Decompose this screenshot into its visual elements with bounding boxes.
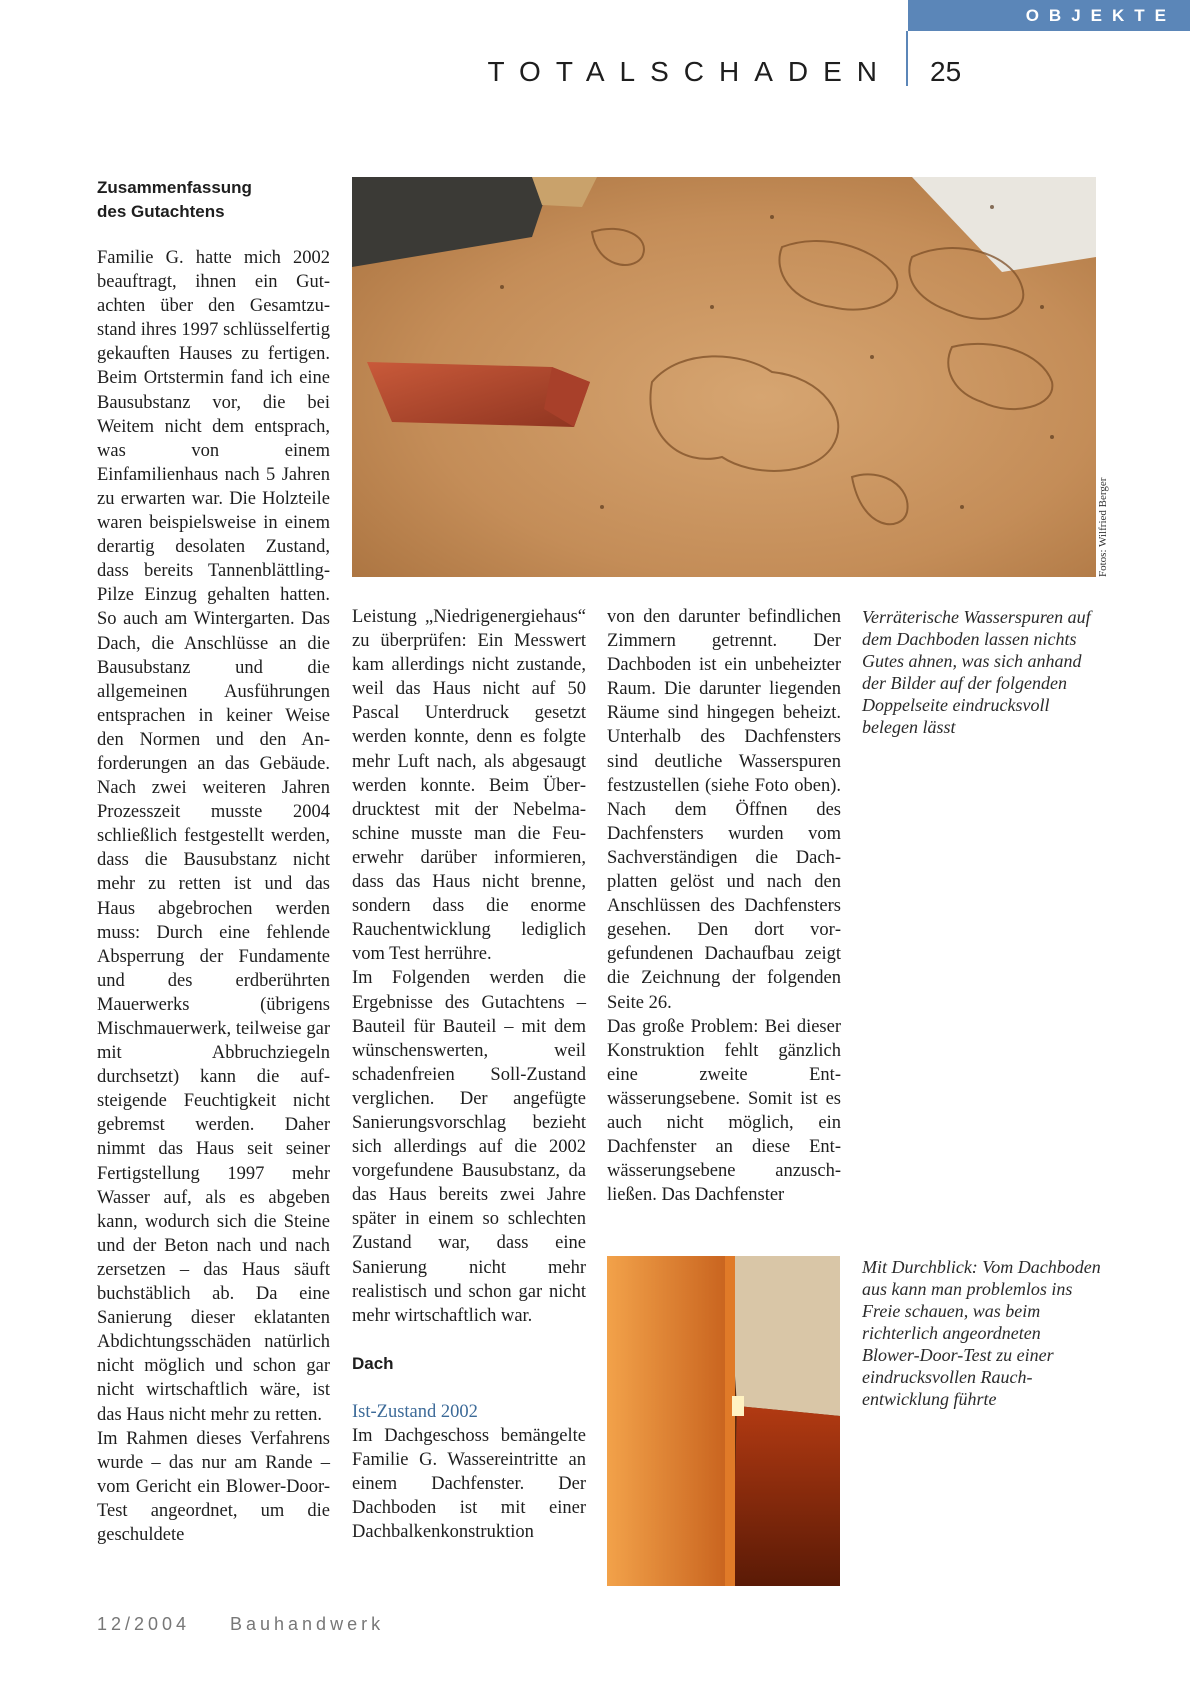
header-divider bbox=[906, 31, 908, 86]
subheading-dach: Dach bbox=[352, 1353, 394, 1373]
paragraph: Im Rahmen dieses Verfahrens wurde – das nur am Rande – vom Gericht ein Blower-Door-Test angeordnet, um die geschuldete bbox=[97, 1428, 330, 1545]
photo-water-stains bbox=[352, 177, 1096, 577]
photo-credit: Fotos: Wilfried Berger bbox=[1097, 477, 1109, 577]
page-number: 25 bbox=[930, 56, 962, 87]
text-column-2 bbox=[352, 605, 586, 1544]
paragraph: Familie G. hatte mich 2002 beauftragt, ihnen ein Gutachten über den Gesamtzustand ihres 1997 schlüsselfertig gekauften Hauses zu fertigen. Beim Ortstermin fand ich eine Bausubstanz vor, die bei Weitem nicht dem entsprach, was von einem Einfamilienhaus nach 5 Jahren zu erwarten war. Die Holzteile waren beispielsweise in einem derartig desolaten Zustand, dass bereits Tannenblättling-Pilze Einzug gehalten hatten. So auch am Wintergarten. Das Dach, die Anschlüsse an die Bausubstanz und die allgemeinen Ausführungen entsprachen in keiner Weise den Normen und den Anforderungen an das Gebäude. Nach zwei weiteren Jahren Prozesszeit musste 2004 schließlich festgestellt werden, dass die Bausubstanz nicht mehr zu retten ist und das Haus abgebrochen werden muss: Durch eine fehlende Absperrung der Fundamente und des erdberührten Mauerwerks (übrigens Mischmauerwerk, teilweise gar mit Abbruchziegeln durchsetzt) kann die aufsteigende Feuchtigkeit nicht gebremst werden. Daher nimmt das Haus seit seiner Fertigstellung 1997 mehr Wasser auf, als es abgeben kann, wodurch sich die Steine und der Beton nach und nach zersetzen – das Haus säuft buchstäblich ab. Da eine Sanierung dieser eklatanten Abdichtungsschäden natürlich nicht möglich und schon gar nicht wirtschaftlich wäre, ist das Haus nicht mehr zu retten. bbox=[97, 248, 330, 1425]
footer-magazine: Bauhandwerk bbox=[230, 1614, 385, 1634]
text-column-1 bbox=[97, 246, 330, 1547]
article-heading: Zusammenfassung des Gutachtens bbox=[97, 178, 252, 221]
photo-caption-main: Verräterische Wasserspuren auf dem Dachboden lassen nichts Gutes ahnen, was sich anhand der Bilder auf der folgenden Doppelseite eindrucksvoll belegen lässt bbox=[862, 607, 1091, 737]
section-title: TOTALSCHADEN bbox=[487, 56, 892, 87]
photo-caption-small: Mit Durchblick: Vom Dachboden aus kann man problemlos ins Freie schauen, was beim richterlich angeordneten Blower-Door-Test zu einer eindrucksvollen Rauchentwicklung führte bbox=[862, 1257, 1101, 1409]
paragraph: Leistung „Niedrigenergiehaus“ zu überprüfen: Ein Messwert kam allerdings nicht zustande, weil das Haus nicht auf 50 Pascal Unterdruck gesetzt werden konnte, denn es folgte mehr Luft nach, als abgesaugt werden konnte. Beim Überdrucktest mit der Nebelmaschine musste man die Feuerwehr darüber informieren, dass das Haus nicht brenne, sondern dass die enorme Rauchentwicklung lediglich vom Test herrühre. bbox=[352, 607, 586, 965]
text-column-3 bbox=[607, 605, 841, 1207]
footer-issue: 12/2004 bbox=[97, 1614, 191, 1634]
paragraph: Im Folgenden werden die Ergebnisse des Gutachtens – Bauteil für Bauteil – mit dem wünschenswerten, weil schadenfreien Soll-Zustand verglichen. Der angefügte Sanierungsvorschlag bezieht sich allerdings auf die 2002 vorgefundene Bausubstanz, da das Haus bereits zwei Jahre später in einem so schlechten Zustand war, dass eine Sanierung nicht mehr realistisch und schon gar nicht mehr wirtschaftlich war. bbox=[352, 968, 586, 1326]
paragraph: von den darunter befindlichen Zimmern getrennt. Der Dachboden ist ein unbeheizter Raum. Die darunter liegenden Räume sind hingegen beheizt. Unterhalb des Dachfensters sind deutliche Wasserspuren festzustellen (siehe Foto oben). Nach dem Öffnen des Dachfensters wurden vom Sachverständigen die Dachplatten gelöst und nach den Anschlüssen des Dachfensters gesehen. Den dort vorgefundenen Dachaufbau zeigt die Zeichnung der folgenden Seite 26. bbox=[607, 607, 841, 1013]
paragraph: Das große Problem: Bei dieser Konstruktion fehlt gänzlich eine zweite Entwässerungsebene. Somit ist es auch nicht möglich, ein Dachfenster an diese Entwässerungsebene anzuschließen. Das Dachfenster bbox=[607, 1016, 841, 1206]
paragraph: Im Dachgeschoss bemängelte Familie G. Wassereintritte an einem Dachfenster. Der Dachboden ist mit einer Dachbalkenkonstruktion bbox=[352, 1426, 586, 1543]
section-tab: OBJEKTE bbox=[908, 0, 1190, 31]
subheading-ist-zustand: Ist-Zustand 2002 bbox=[352, 1401, 478, 1422]
photo-roof-window bbox=[607, 1256, 840, 1586]
